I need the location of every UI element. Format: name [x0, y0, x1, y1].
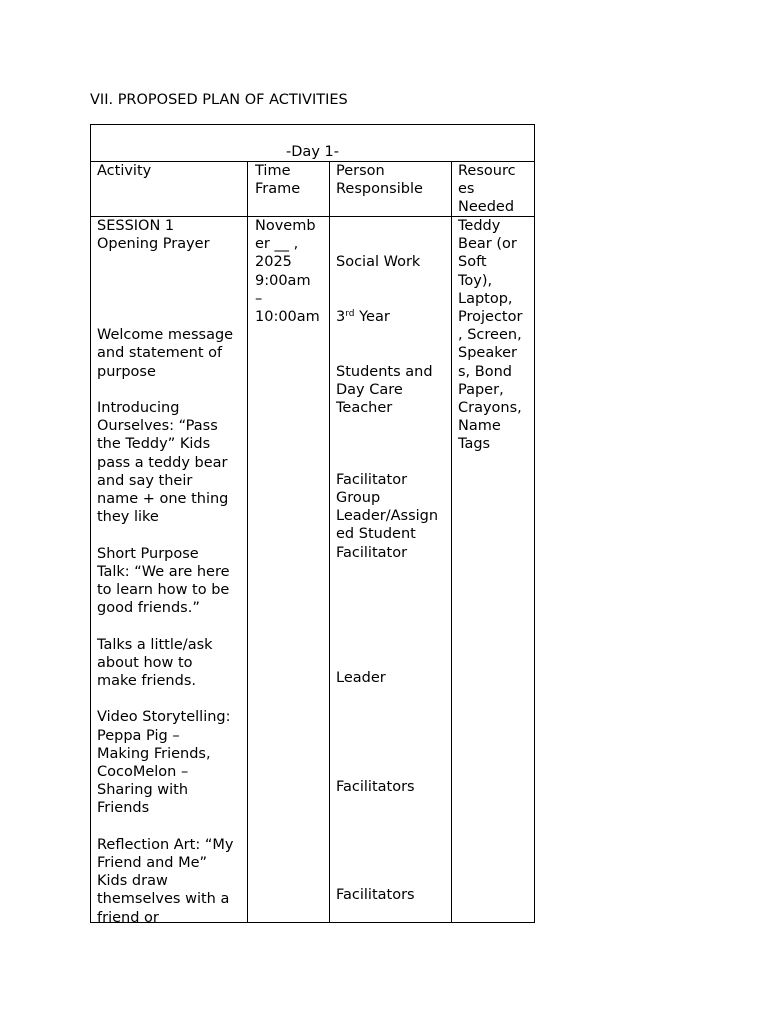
- text-line: Kids draw: [97, 873, 168, 890]
- text-line: Talks a little/ask: [97, 636, 213, 653]
- header-activity: [97, 162, 151, 180]
- text-line: [97, 526, 233, 544]
- year-number: 3: [336, 309, 346, 326]
- text-line: Teacher: [336, 400, 393, 417]
- text-line: ed Student: [336, 526, 416, 543]
- text-line: Paper,: [458, 381, 504, 398]
- text-line: CocoMelon –: [97, 763, 189, 780]
- text-line: Soft: [458, 254, 487, 271]
- header-time-frame: [255, 162, 300, 198]
- text-line: [97, 253, 233, 271]
- text-line: Tags: [458, 436, 491, 453]
- text-line: Reflection Art: “My: [97, 836, 234, 853]
- text-line: [97, 690, 233, 708]
- text-line: Introducing: [97, 399, 180, 416]
- table-border-left: [90, 124, 91, 923]
- text-line: er __ ,: [255, 236, 299, 253]
- text-line: s, Bond: [458, 363, 512, 380]
- facilitator-text: Facilitator: [336, 472, 408, 488]
- person-responsible-cell: [336, 217, 433, 454]
- text-line: Students and: [336, 363, 433, 380]
- text-line: [97, 272, 233, 290]
- text-line: Toy),: [458, 272, 493, 289]
- text-line: –: [255, 290, 263, 307]
- text-line: Crayons,: [458, 400, 522, 417]
- text-line: Welcome message: [97, 327, 234, 344]
- text-line: and say their: [97, 472, 193, 489]
- text-line: Video Storytelling:: [97, 709, 231, 726]
- text-line: name + one thing: [97, 490, 229, 507]
- text-line: Name: [458, 418, 501, 435]
- year-line: [336, 308, 433, 326]
- text-line: Short Purpose: [97, 545, 199, 562]
- text-line: [97, 308, 233, 326]
- text-line: friend or: [97, 909, 159, 926]
- social-work-rest: [336, 363, 433, 418]
- text-line: 2025: [255, 254, 292, 271]
- text-line: 9:00am: [255, 272, 311, 289]
- day-label: -Day 1-: [286, 144, 339, 160]
- text-line: Teddy: [458, 218, 501, 234]
- social-work-line: Social Work: [336, 254, 421, 271]
- text-line: Projector: [458, 309, 523, 326]
- text-line: Laptop,: [458, 290, 513, 307]
- text-line: Bear (or: [458, 236, 517, 253]
- text-line: Leader/Assign: [336, 508, 439, 525]
- text-line: [97, 290, 233, 308]
- text-line: [97, 381, 233, 399]
- text-line: themselves with a: [97, 891, 230, 908]
- text-line: [97, 818, 233, 836]
- leader-text: Leader: [336, 670, 386, 686]
- activities-table: [90, 124, 535, 926]
- text-line: Group: [336, 490, 381, 506]
- time-frame-cell: [255, 217, 320, 326]
- text-line: pass a teddy bear: [97, 454, 228, 471]
- text-line: to learn how to be: [97, 581, 230, 598]
- column-divider-2: [329, 161, 330, 923]
- text-line: Responsible: [336, 181, 423, 198]
- text-line: 10:00am: [255, 309, 320, 326]
- text-line: make friends.: [97, 672, 196, 689]
- text-line: Frame: [255, 181, 301, 198]
- text-line: es: [458, 181, 475, 198]
- facilitators-text-2: Facilitators: [336, 887, 415, 903]
- text-line: Novemb: [255, 218, 316, 234]
- text-line: [97, 617, 233, 635]
- text-line: Resourc: [458, 163, 516, 179]
- resources-needed-cell: [458, 217, 522, 454]
- table-border-top: [90, 124, 535, 125]
- year-suffix: rd: [345, 309, 355, 320]
- section-heading: VII. PROPOSED PLAN OF ACTIVITIES: [90, 92, 348, 108]
- text-line: Sharing with: [97, 782, 189, 799]
- text-line: good friends.”: [97, 600, 200, 617]
- text-line: Facilitator: [336, 544, 408, 561]
- text-line: Making Friends,: [97, 745, 211, 762]
- text-line: Day Care: [336, 381, 403, 398]
- text-line: Opening Prayer: [97, 236, 210, 253]
- header-person-responsible: [336, 162, 423, 198]
- text-line: purpose: [97, 363, 156, 380]
- text-line: Ourselves: “Pass: [97, 418, 218, 435]
- table-border-right: [534, 124, 535, 923]
- year-rest: Year: [354, 309, 390, 326]
- text-line: Friend and Me”: [97, 854, 208, 871]
- text-line: Friends: [97, 800, 150, 817]
- text-line: , Screen,: [458, 327, 522, 344]
- column-divider-1: [247, 161, 248, 923]
- text-line: the Teddy” Kids: [97, 436, 211, 453]
- text-line: Talk: “We are here: [97, 563, 230, 580]
- text-line: SESSION 1: [97, 218, 175, 234]
- text-line: about how to: [97, 654, 193, 671]
- group-leader-text: [336, 489, 438, 562]
- column-divider-3: [451, 161, 452, 923]
- activity-cell: [97, 217, 233, 927]
- header-resources-needed: [458, 162, 516, 217]
- text-line: Peppa Pig –: [97, 727, 180, 744]
- text-line: and statement of: [97, 345, 223, 362]
- text-line: Speaker: [458, 345, 517, 362]
- text-line: Time: [255, 163, 291, 179]
- text-line: Person: [336, 163, 385, 179]
- facilitators-text-1: Facilitators: [336, 779, 415, 795]
- text-line: Needed: [458, 199, 515, 216]
- text-line: they like: [97, 509, 159, 526]
- text-line: Activity: [97, 163, 152, 179]
